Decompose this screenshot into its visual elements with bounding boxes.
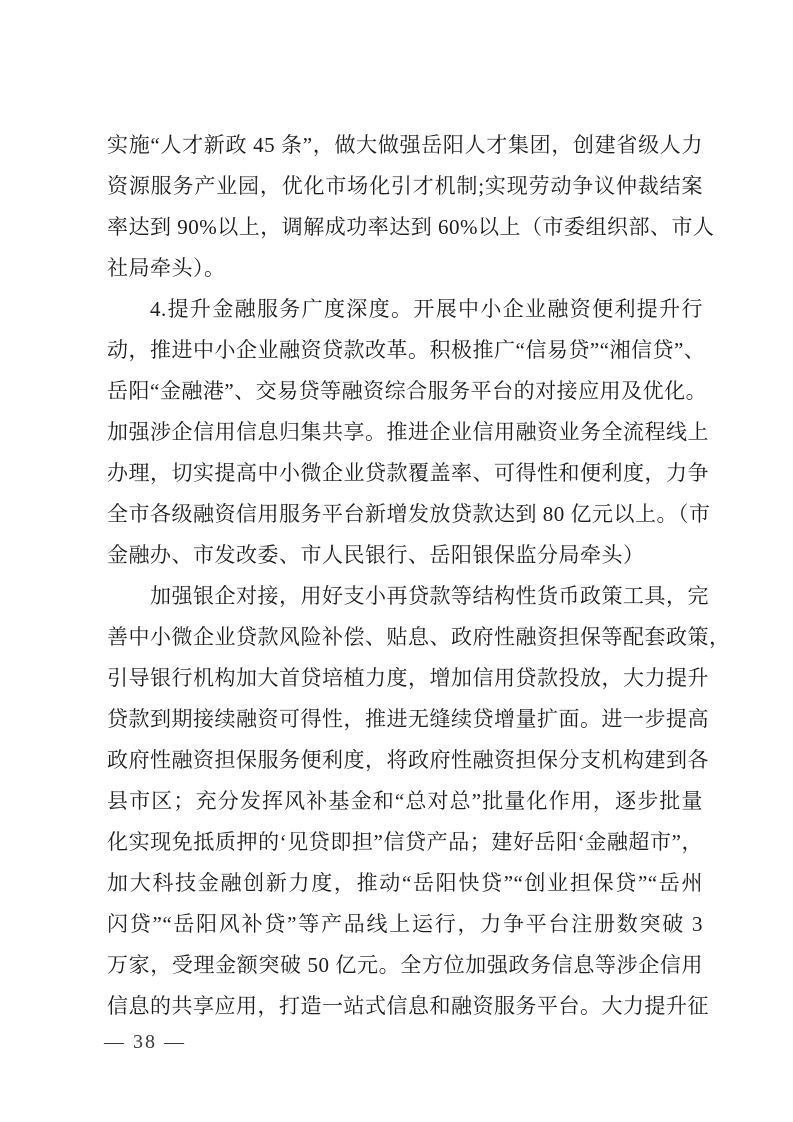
text-line: 办理，切实提高中小微企业贷款覆盖率、可得性和便利度，力争 <box>107 461 709 485</box>
text-line: 动，推进中小企业融资贷款改革。积极推广“信易贷”“湘信贷”、 <box>107 338 706 362</box>
text-line: 政府性融资担保服务便利度，将政府性融资担保分支机构建到各 <box>107 748 709 772</box>
text-line: 化实现免抵质押的‘见贷即担”信贷产品；建好岳阳‘金融超市”， <box>107 830 703 854</box>
text-line: 万家，受理金额突破 50 亿元。全方位加强政务信息等涉企信用 <box>107 953 703 977</box>
text-line: 社局牵头）。 <box>107 256 226 280</box>
page-number: — 38 — <box>104 1031 186 1053</box>
text-line: 实施“人才新政 45 条”，做大做强岳阳人才集团，创建省级人力 <box>107 133 703 157</box>
text-line: 全市各级融资信用服务平台新增发放贷款达到 80 亿元以上。（市 <box>107 502 711 526</box>
text-line: 闪贷”“岳阳风补贷”等产品线上运行，力争平台注册数突破 3 <box>107 912 703 936</box>
document-body <box>107 125 731 1027</box>
text-line: 引导银行机构加大首贷培植力度，增加信用贷款投放，大力提升 <box>107 666 709 690</box>
text-line: 金融办、市发改委、市人民银行、岳阳银保监分局牵头） <box>107 543 645 567</box>
text-line: 信息的共享应用，打造一站式信息和融资服务平台。大力提升征 <box>107 994 709 1018</box>
text-line: 县市区；充分发挥风补基金和“总对总”批量化作用，逐步批量 <box>107 789 703 813</box>
text-line: 善中小微企业贷款风险补偿、贴息、政府性融资担保等配套政策， <box>107 625 731 649</box>
paragraph <box>107 125 715 289</box>
paragraph <box>107 289 711 576</box>
text-line: 加强涉企信用信息归集共享。推进企业信用融资业务全流程线上 <box>107 420 709 444</box>
text-line: 加大科技金融创新力度，推动“岳阳快贷”“创业担保贷”“岳州 <box>107 871 703 895</box>
text-line: 岳阳“金融港”、交易贷等融资综合服务平台的对接应用及优化。 <box>107 379 708 403</box>
paragraph <box>107 576 731 1027</box>
text-line: 率达到 90%以上，调解成功率达到 60%以上（市委组织部、市人 <box>107 215 715 239</box>
text-line: 4.提升金融服务广度深度。开展中小企业融资便利提升行 <box>150 297 703 321</box>
text-line: 贷款到期接续融资可得性，推进无缝续贷增量扩面。进一步提高 <box>107 707 709 731</box>
text-line: 资源服务产业园，优化市场化引才机制;实现劳动争议仲裁结案 <box>107 174 703 198</box>
text-line: 加强银企对接，用好支小再贷款等结构性货币政策工具，完 <box>150 584 709 608</box>
